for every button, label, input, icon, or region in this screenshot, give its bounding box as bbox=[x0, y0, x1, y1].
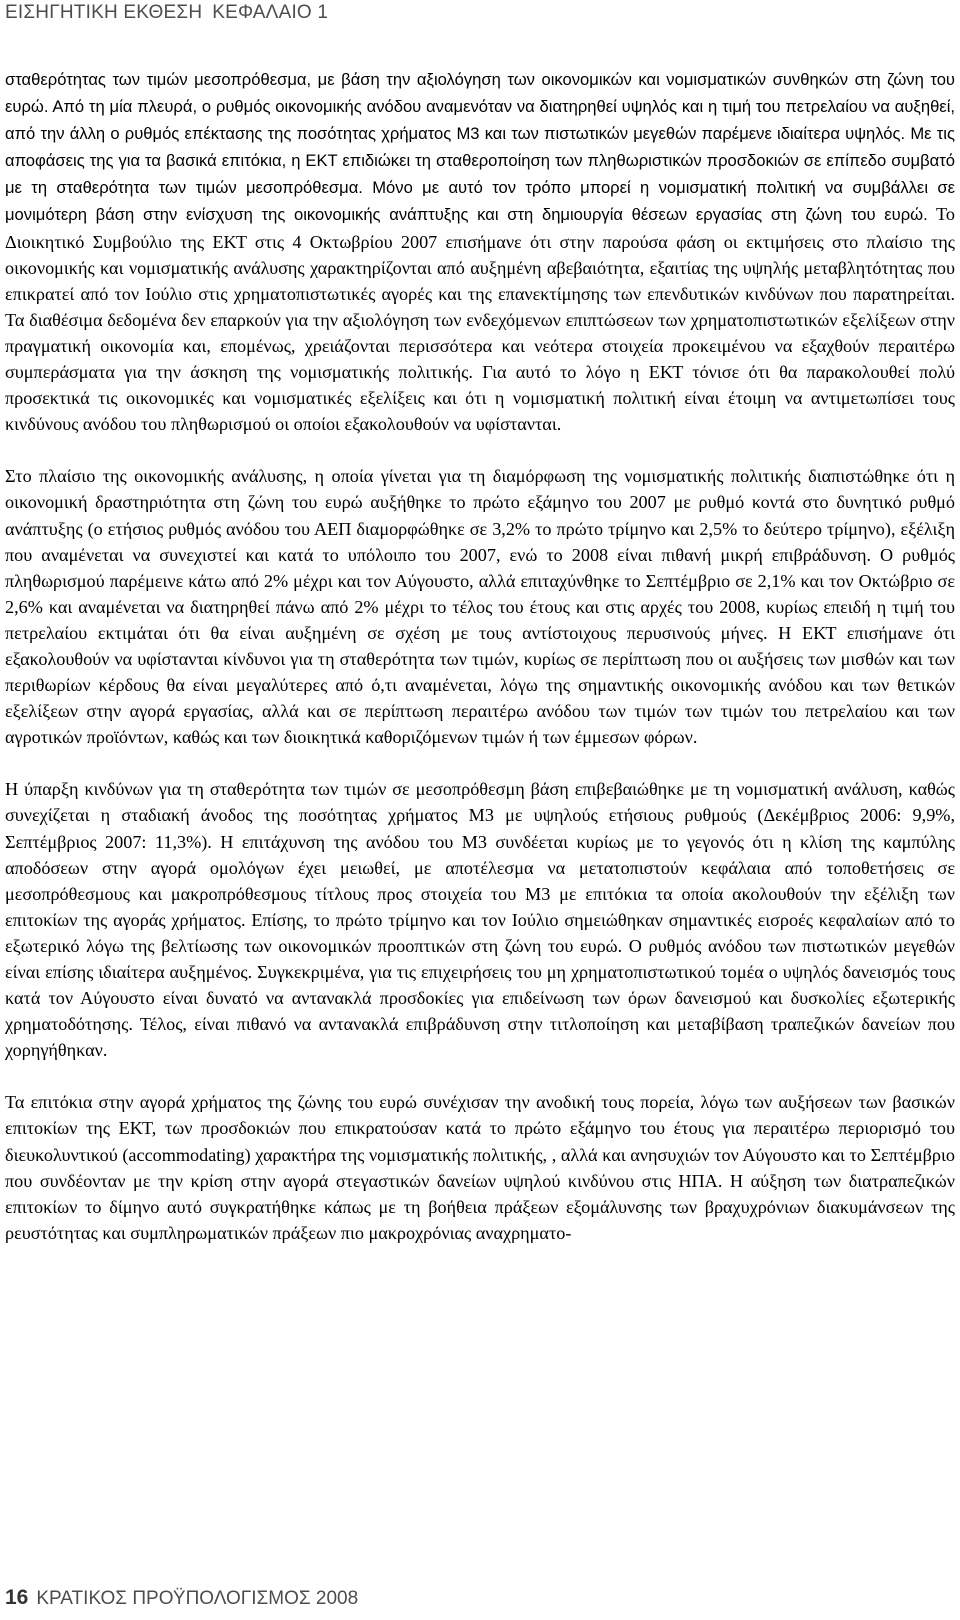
document-body bbox=[5, 66, 955, 1246]
paragraph-3: Η ύπαρξη κινδύνων για τη σταθερότητα των τιμών σε μεσοπρόθεσμη βάση επιβεβαιώθηκε με τη νομισματική ανάλυση, καθώς συνεχίζεται η σταδιακή άνοδος της ποσότητας χρήματος Μ3 με υψηλούς ετήσιους ρυθμούς (Δεκέμβριος 2006: 9,9%, Σεπτέμβριος 2007: 11,3%). Η επιτάχυνση της ανόδου του Μ3 συνδέεται κυρίως με το γεγονός ότι η κλίση της καμπύλης αποδόσεων στην αγορά ομολόγων έχει μειωθεί, με αποτέλεσμα να μετατοπιστούν κεφάλαια από τοποθετήσεις σε μεσοπρόθεσμους και μακροπρόθεσμους τίτλους προς στοιχεία του Μ3 με επιτόκια τα οποία ακολουθούν την εξέλιξη των επιτοκίων της αγοράς χρήματος. Επίσης, το πρώτο τρίμηνο και τον Ιούλιο σημειώθηκαν σημαντικές εισροές κεφαλαίων από το εξωτερικό λόγω της βελτίωσης των οικονομικών προοπτικών στη ζώνη του ευρώ. Ο ρυθμός ανόδου των πιστωτικών μεγεθών είναι επίσης ιδιαίτερα αυξημένος. Συγκεκριμένα, για τις επιχειρήσεις του μη χρηματοπιστωτικού τομέα ο υψηλός δανεισμός τους κατά τον Αύγουστο είναι δυνατό να αντανακλά προσδοκίες για επιδείνωση των όρων δανεισμού και δυσκολίες εξωτερικής χρηματοδότησης. Τέλος, είναι πιθανό να αντανακλά επιβράδυνση στην τιτλοποίηση και μεταβίβαση τραπεζικών δανείων που χορηγήθηκαν. bbox=[5, 779, 955, 1061]
paragraph-1-serif-part: Το Διοικητικό Συμβούλιο της ΕΚΤ στις 4 Οκτωβρίου 2007 επισήμανε ότι στην παρούσα φάση οι εκτιμήσεις στο πλαίσιο της οικονομικής και νομισματικής ανάλυσης χαρακτηρίζονται από αυξημένη αβεβαιότητα, εξαιτίας της υψηλής μεταβλητότητας που επικρατεί από τον Ιούλιο στις χρηματοπιστωτικές αγορές και της επανεκτίμησης των επενδυτικών κινδύνων που παρατηρείται. Τα διαθέσιμα δεδομένα δεν επαρκούν για την αξιολόγηση των ενδεχόμενων επιπτώσεων των χρηματοπιστωτικών εξελίξεων στην πραγματική οικονομία και, επομένως, χρειάζονται περισσότερα και νεότερα στοιχεία προκειμένου να εξαχθούν περαιτέρω συμπεράσματα για την άσκηση της νομισματικής πολιτικής. Για αυτό το λόγο η ΕΚΤ τόνισε ότι θα παρακολουθεί πολύ προσεκτικά τις οικονομικές και νομισματικές εξελίξεις και ότι η νομισματική πολιτική είναι έτοιμη να αντιμετωπίσει τους κινδύνους ανόδου του πληθωρισμού οι οποίοι εξακολουθούν να υφίστανται. bbox=[5, 204, 956, 435]
running-header bbox=[5, 2, 328, 24]
paragraph-1-sans-part: σταθερότητας των τιμών μεσοπρόθεσμα, με βάση την αξιολόγηση των οικονομικών και νομισματικών συνθηκών στη ζώνη του ευρώ. Από τη μία πλευρά, ο ρυθμός οικονομικής ανόδου αναμενόταν να διατηρηθεί υψηλός και η τιμή του πετρελαίου να αυξηθεί, από την άλλη ο ρυθμός επέκτασης της ποσότητας χρήματος Μ3 και των πιστωτικών μεγεθών παρέμενε ιδιαίτερα υψηλός. Με τις αποφάσεις της για τα βασικά επιτόκια, η ΕΚΤ επιδιώκει τη σταθεροποίηση των πληθωριστικών προσδοκιών σε επίπεδο συμβατό με τη σταθερότητα των τιμών μεσοπρόθεσμα. Μόνο με αυτό τον τρόπο μπορεί η νομισματική πολιτική να συμβάλλει σε μονιμότερη βάση στην ενίσχυση της οικονομικής ανάπτυξης και στη δημιουργία θέσεων εργασίας στη ζώνη του ευρώ. bbox=[5, 70, 955, 225]
paragraph-1 bbox=[5, 66, 955, 437]
paragraph-2: Στο πλαίσιο της οικονομικής ανάλυσης, η οποία γίνεται για τη διαμόρφωση της νομισματικής πολιτικής διαπιστώθηκε ότι η οικονομική δραστηριότητα στη ζώνη του ευρώ αυξήθηκε το πρώτο εξάμηνο του 2007 με ρυθμό κοντά στο δυνητικό ρυθμό ανάπτυξης (ο ετήσιος ρυθμός ανόδου του ΑΕΠ διαμορφώθηκε σε 3,2% το πρώτο τρίμηνο και 2,5% το δεύτερο τρίμηνο), εξέλιξη που αναμένεται να συνεχιστεί και κατά το υπόλοιπο του 2007, ενώ το 2008 είναι πιθανή μικρή επιβράδυνση. Ο ρυθμός πληθωρισμού παρέμεινε κάτω από 2% μέχρι και τον Αύγουστο, αλλά επιταχύνθηκε το Σεπτέμβριο σε 2,1% και τον Οκτώβριο σε 2,6% και αναμένεται να διατηρηθεί πάνω από 2% μέχρι το τέλος του έτους και στις αρχές του 2008, κυρίως επειδή η τιμή του πετρελαίου εκτιμάται ότι θα είναι αυξημένη σε σχέση με τους αντίστοιχους περυσινούς μήνες. Η ΕΚΤ επισήμανε ότι εξακολουθούν να υφίστανται κίνδυνοι για τη σταθερότητα των τιμών, κυρίως σε περίπτωση που οι αυξήσεις των μισθών και των περιθωρίων κέρδους θα είναι μεγαλύτερες από ό,τι αναμένεται, λόγω της σημαντικής οικονομικής ανόδου και των θετικών εξελίξεων στην αγορά εργασίας, αλλά και σε περίπτωση περαιτέρω ανόδου των τιμών των τιμών του πετρελαίου και των αγροτικών προϊόντων, καθώς και των διοικητικά καθοριζόμενων τιμών ή των έμμεσων φόρων. bbox=[5, 466, 955, 748]
page-footer bbox=[5, 1586, 358, 1610]
page-number: 16 bbox=[5, 1586, 29, 1609]
chapter-label: ΚΕΦΑΛΑΙΟ 1 bbox=[212, 2, 329, 23]
paragraph-gap bbox=[5, 437, 955, 463]
report-title: ΕΙΣΗΓΗΤΙΚΗ ΕΚΘΕΣΗ bbox=[5, 2, 203, 23]
paragraph-gap bbox=[5, 750, 955, 776]
paragraph-4: Τα επιτόκια στην αγορά χρήματος της ζώνης του ευρώ συνέχισαν την ανοδική τους πορεία, λόγω των αυξήσεων των βασικών επιτοκίων της ΕΚΤ, των προσδοκιών που επικρατούσαν κατά το πρώτο εξάμηνο του έτους για περαιτέρω περιορισμό του διευκολυντικού (accommodating) χαρακτήρα της νομισματικής πολιτικής, , αλλά και ανησυχιών τον Αύγουστο και το Σεπτέμβριο που συνδέονταν με την κρίση στην αγορά στεγαστικών δανείων υψηλού κινδύνου στις ΗΠΑ. Η αύξηση των διατραπεζικών επιτοκίων το δίμηνο αυτό συγκρατήθηκε κάπως με τη βοήθεια πράξεων εξομάλυνσης των βραχυχρόνιων διακυμάνσεων της ρευστότητας και συμπληρωματικών πράξεων πιο μακροχρόνιας αναχρηματο- bbox=[5, 1092, 955, 1243]
footer-title: ΚΡΑΤΙΚΟΣ ΠΡΟΫΠΟΛΟΓΙΣΜΟΣ 2008 bbox=[36, 1588, 359, 1609]
paragraph-gap bbox=[5, 1063, 955, 1089]
